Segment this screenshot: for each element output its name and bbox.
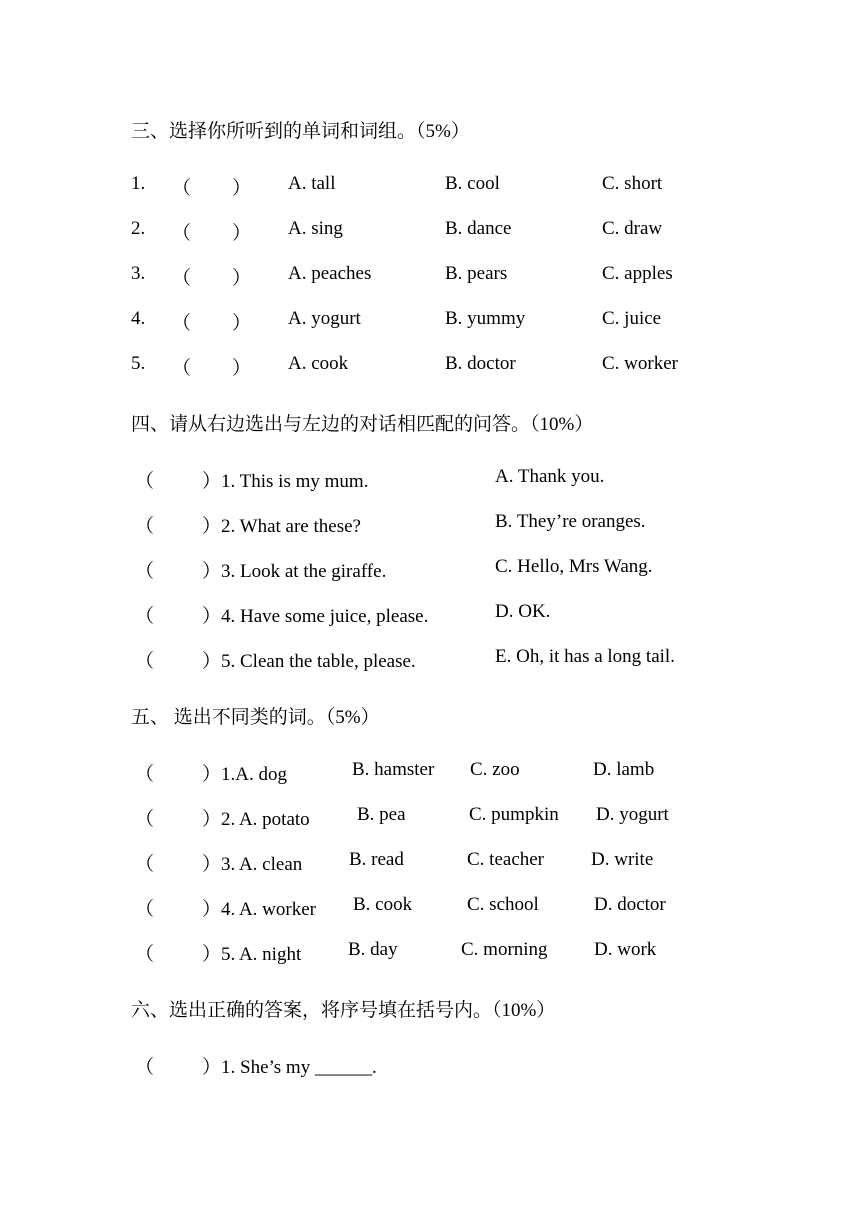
answer-paren-open: （ bbox=[135, 809, 155, 830]
question-text: ）4. Have some juice, please. bbox=[202, 606, 429, 627]
answer-paren-close: ） bbox=[232, 358, 252, 379]
answer-paren-open: （ bbox=[135, 606, 155, 627]
item-number: 5. bbox=[131, 353, 146, 374]
answer-paren-open: （ bbox=[135, 561, 155, 582]
option-b: B. day bbox=[348, 939, 398, 960]
option-c: C. juice bbox=[602, 308, 662, 329]
item-number: 1. bbox=[131, 173, 146, 194]
option-c: C. zoo bbox=[470, 759, 520, 780]
option-c: C. morning bbox=[461, 939, 548, 960]
match-answer: B. They’re oranges. bbox=[495, 511, 646, 532]
answer-paren-open: （ bbox=[135, 944, 155, 965]
section-5-heading: 五、 选出不同类的词。（5%） bbox=[131, 707, 380, 728]
answer-paren-open: （ bbox=[135, 651, 155, 672]
question-text: ）1. This is my mum. bbox=[202, 471, 369, 492]
option-a: ）3. A. clean bbox=[202, 854, 303, 875]
answer-paren-close: ） bbox=[232, 178, 252, 199]
match-answer: A. Thank you. bbox=[495, 466, 605, 487]
option-b: B. dance bbox=[445, 218, 512, 239]
answer-paren-close: ） bbox=[232, 313, 252, 334]
option-b: B. read bbox=[349, 849, 404, 870]
answer-paren-close: ） bbox=[232, 268, 252, 289]
answer-paren-open: （ bbox=[172, 223, 192, 244]
answer-paren-open: （ bbox=[172, 268, 192, 289]
answer-paren-open: （ bbox=[135, 471, 155, 492]
option-a: ）1.A. dog bbox=[202, 764, 287, 785]
option-a: A. tall bbox=[288, 173, 336, 194]
option-d: D. work bbox=[594, 939, 657, 960]
answer-paren-open: （ bbox=[135, 1057, 155, 1078]
option-c: C. draw bbox=[602, 218, 663, 239]
section-6-heading: 六、选出正确的答案，将序号填在括号内。（10%） bbox=[131, 1000, 556, 1021]
option-c: C. school bbox=[467, 894, 539, 915]
option-a: ）4. A. worker bbox=[202, 899, 316, 920]
option-d: D. doctor bbox=[594, 894, 666, 915]
option-b: B. doctor bbox=[445, 353, 516, 374]
answer-paren-open: （ bbox=[135, 899, 155, 920]
option-a: A. yogurt bbox=[288, 308, 361, 329]
option-b: B. yummy bbox=[445, 308, 526, 329]
item-number: 2. bbox=[131, 218, 146, 239]
option-b: B. cook bbox=[353, 894, 413, 915]
option-a: ）2. A. potato bbox=[202, 809, 310, 830]
option-a: ）5. A. night bbox=[202, 944, 302, 965]
answer-paren-open: （ bbox=[135, 854, 155, 875]
section-4-heading: 四、请从右边选出与左边的对话相匹配的问答。（10%） bbox=[131, 414, 594, 435]
answer-paren-open: （ bbox=[135, 764, 155, 785]
option-d: D. lamb bbox=[593, 759, 655, 780]
option-a: A. sing bbox=[288, 218, 343, 239]
option-c: C. short bbox=[602, 173, 663, 194]
option-d: D. yogurt bbox=[596, 804, 669, 825]
option-c: C. worker bbox=[602, 353, 678, 374]
answer-paren-open: （ bbox=[172, 178, 192, 199]
answer-paren-open: （ bbox=[172, 313, 192, 334]
question-text: ）1. She’s my ______. bbox=[202, 1057, 377, 1078]
question-text: ）2. What are these? bbox=[202, 516, 361, 537]
option-d: D. write bbox=[591, 849, 654, 870]
item-number: 3. bbox=[131, 263, 146, 284]
option-b: B. hamster bbox=[352, 759, 435, 780]
item-number: 4. bbox=[131, 308, 146, 329]
option-c: C. teacher bbox=[467, 849, 545, 870]
answer-paren-open: （ bbox=[135, 516, 155, 537]
match-answer: D. OK. bbox=[495, 601, 551, 622]
answer-paren-close: ） bbox=[232, 223, 252, 244]
option-b: B. pea bbox=[357, 804, 406, 825]
question-text: ）3. Look at the giraffe. bbox=[202, 561, 387, 582]
option-c: C. pumpkin bbox=[469, 804, 559, 825]
option-c: C. apples bbox=[602, 263, 673, 284]
option-a: A. cook bbox=[288, 353, 349, 374]
answer-paren-open: （ bbox=[172, 358, 192, 379]
option-a: A. peaches bbox=[288, 263, 372, 284]
option-b: B. cool bbox=[445, 173, 500, 194]
option-b: B. pears bbox=[445, 263, 508, 284]
question-text: ）5. Clean the table, please. bbox=[202, 651, 416, 672]
section-3-heading: 三、选择你所听到的单词和词组。（5%） bbox=[131, 121, 470, 142]
match-answer: E. Oh, it has a long tail. bbox=[495, 646, 675, 667]
match-answer: C. Hello, Mrs Wang. bbox=[495, 556, 653, 577]
